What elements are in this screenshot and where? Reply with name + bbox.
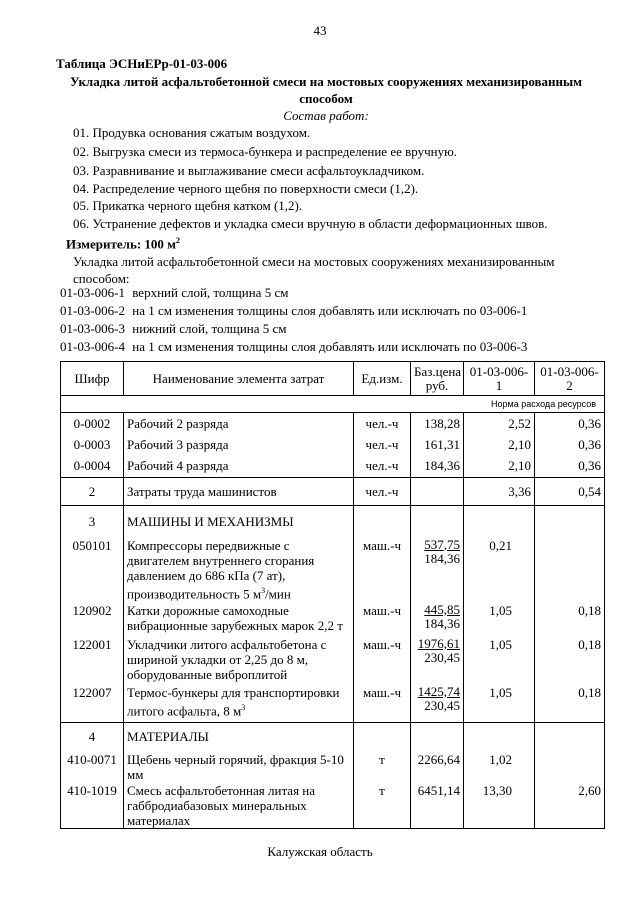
cell-price: 184,36	[411, 454, 464, 478]
work-item-5: 05. Прикатка черного щебня катком (1,2).	[73, 198, 303, 213]
cell-v2	[535, 534, 605, 601]
cell-price	[411, 601, 464, 635]
cell-name	[124, 601, 354, 635]
description-line-1: Укладка литой асфальтобетонной смеси на мостовых сооружениях механизированным	[73, 254, 555, 269]
work-item-1: 01. Продувка основания сжатым воздухом.	[73, 125, 311, 140]
cell-price	[411, 534, 464, 601]
price-top: 537,75	[424, 536, 460, 552]
cell-unit: маш.-ч	[354, 635, 411, 683]
section-row-materials	[61, 723, 605, 749]
price-bottom: 230,45	[424, 649, 460, 665]
cell-v1: 2,10	[464, 454, 535, 478]
cell-price: 161,31	[411, 433, 464, 454]
table-row	[61, 635, 605, 683]
work-item-3: 03. Разравнивание и выглаживание смеси асфальтоукладчиком.	[73, 163, 425, 178]
cell-v2: 0,18	[535, 635, 605, 683]
cell-price	[411, 635, 464, 683]
cell-v1: 2,10	[464, 433, 535, 454]
variant-3	[60, 321, 287, 337]
table-row	[61, 783, 605, 829]
cell-unit: чел.-ч	[354, 413, 411, 433]
cell-name	[124, 683, 354, 723]
cell-v1: 13,30	[464, 783, 535, 829]
cell-code: 2	[61, 478, 124, 506]
price-top: 445,85	[424, 601, 460, 617]
header-unit: Ед.изм.	[354, 362, 411, 396]
table-subtitle	[56, 73, 596, 107]
cell-code: 120902	[61, 601, 124, 635]
table-row	[61, 413, 605, 433]
work-item-4: 04. Распределение черного щебня по поверхности смеси (1,2).	[73, 181, 419, 196]
header-code: Шифр	[61, 362, 124, 396]
cell-price: 6451,14	[411, 783, 464, 829]
meter-text: Измеритель: 100 м	[66, 236, 177, 252]
name-superscript: 3	[241, 702, 246, 712]
cell-code: 050101	[61, 534, 124, 601]
description-line-2: способом:	[73, 271, 130, 286]
cell-v1: 0,21	[464, 534, 535, 601]
cell-v2: 0,36	[535, 454, 605, 478]
cell-v2: 0,54	[535, 478, 605, 506]
cell-price: 138,28	[411, 413, 464, 433]
header-col2: 01-03-006-2	[535, 362, 605, 396]
cell-unit: т	[354, 783, 411, 829]
cell-code: 122007	[61, 683, 124, 723]
subtitle-line-1: Укладка литой асфальтобетонной смеси на мостовых сооружениях механизированным	[69, 74, 583, 89]
cell-v1: 2,52	[464, 413, 535, 433]
price-top: 1976,61	[417, 635, 460, 651]
section-name: МАТЕРИАЛЫ	[124, 723, 354, 749]
cell-unit: чел.-ч	[354, 478, 411, 506]
cell-name	[124, 534, 354, 601]
composition-heading: Состав работ:	[283, 108, 369, 123]
cell-price: 2266,64	[411, 749, 464, 783]
table-row	[61, 683, 605, 723]
table-row	[61, 749, 605, 783]
cell-v2: 0,18	[535, 683, 605, 723]
price-bottom: 184,36	[424, 550, 460, 566]
table-row	[61, 601, 605, 635]
header-price: Баз.цена руб.	[411, 362, 464, 396]
cell-unit: маш.-ч	[354, 683, 411, 723]
section-code: 4	[61, 723, 124, 749]
variant-text: на 1 см изменения толщины слоя добавлять или исключать по 03-006-1	[132, 303, 528, 318]
cell-code: 0-0004	[61, 454, 124, 478]
variant-code: 01-03-006-2	[60, 303, 125, 318]
variant-code: 01-03-006-4	[60, 339, 125, 354]
table-header-row	[61, 362, 605, 396]
name-text: Укладчики литого асфальтобетона с шириной укладки от 2,25 до 8 м, оборудованные виброплитой	[127, 636, 327, 682]
table-row	[61, 433, 605, 454]
variant-text: на 1 см изменения толщины слоя добавлять или исключать по 03-006-3	[132, 339, 528, 354]
page-footer: Калужская область	[267, 844, 373, 859]
name-superscript: 3	[261, 585, 266, 595]
cell-unit: чел.-ч	[354, 433, 411, 454]
cell-v2: 0,36	[535, 413, 605, 433]
cell-v1: 1,05	[464, 683, 535, 723]
price-top: 1425,74	[417, 683, 460, 699]
price-bottom: 184,36	[424, 615, 460, 631]
cell-unit: маш.-ч	[354, 601, 411, 635]
table-code-title: Таблица ЭСНиЕРр-01-03-006	[56, 56, 228, 71]
cell-v2: 2,60	[535, 783, 605, 829]
norm-label: Норма расхода ресурсов	[61, 396, 605, 413]
cell-price	[411, 478, 464, 506]
variant-code: 01-03-006-3	[60, 321, 125, 336]
table-row-driver	[61, 478, 605, 506]
variant-2	[60, 303, 527, 319]
section-row-machines	[61, 506, 605, 534]
section-code: 3	[61, 506, 124, 534]
page-number: 43	[313, 23, 327, 38]
cell-name: Щебень черный горячий, фракция 5-10 мм	[124, 749, 354, 783]
cell-v1: 1,02	[464, 749, 535, 783]
cell-v2	[535, 749, 605, 783]
name-text: Катки дорожные самоходные вибрационные зарубежных марок 2,2 т	[127, 602, 343, 633]
header-col1: 01-03-006-1	[464, 362, 535, 396]
variant-1	[60, 285, 288, 301]
resource-table	[60, 361, 605, 829]
cell-name: Смесь асфальтобетонная литая на габбродиабазовых минеральных материалах	[124, 783, 354, 829]
cell-v2: 0,18	[535, 601, 605, 635]
work-item-6: 06. Устранение дефектов и укладка смеси вручную в области деформационных швов.	[73, 216, 548, 231]
cell-v2: 0,36	[535, 433, 605, 454]
cell-unit: т	[354, 749, 411, 783]
cell-v1: 3,36	[464, 478, 535, 506]
cell-v1: 1,05	[464, 601, 535, 635]
cell-name	[124, 635, 354, 683]
meter-label	[66, 236, 180, 252]
section-name: МАШИНЫ И МЕХАНИЗМЫ	[124, 506, 354, 534]
table-row	[61, 534, 605, 601]
cell-code: 410-1019	[61, 783, 124, 829]
cell-name: Затраты труда машинистов	[124, 478, 354, 506]
work-item-2: 02. Выгрузка смеси из термоса-бункера и распределение ее вручную.	[73, 144, 458, 159]
cell-code: 0-0003	[61, 433, 124, 454]
cell-price	[411, 683, 464, 723]
cell-unit: маш.-ч	[354, 534, 411, 601]
table-row	[61, 454, 605, 478]
cell-code: 410-0071	[61, 749, 124, 783]
description	[73, 253, 593, 287]
name-suffix: /мин	[265, 585, 291, 601]
cell-code: 122001	[61, 635, 124, 683]
cell-unit: чел.-ч	[354, 454, 411, 478]
header-name: Наименование элемента затрат	[124, 362, 354, 396]
name-text: Термос-бункеры для транспортировки литого асфальта, 8 м	[127, 684, 340, 719]
norm-row	[61, 396, 605, 413]
cell-v1: 1,05	[464, 635, 535, 683]
name-text: Компрессоры передвижные с двигателем внутреннего сгорания давлением до 686 кПа (7 ат), производительность 5 м	[127, 537, 315, 601]
variant-code: 01-03-006-1	[60, 285, 125, 300]
price-bottom: 230,45	[424, 697, 460, 713]
variant-text: верхний слой, толщина 5 см	[132, 285, 289, 300]
variant-text: нижний слой, толщина 5 см	[132, 321, 287, 336]
cell-name: Рабочий 4 разряда	[124, 454, 354, 478]
subtitle-line-2: способом	[299, 91, 353, 106]
cell-code: 0-0002	[61, 413, 124, 433]
cell-name: Рабочий 2 разряда	[124, 413, 354, 433]
meter-superscript: 2	[176, 236, 181, 245]
cell-name: Рабочий 3 разряда	[124, 433, 354, 454]
variant-4	[60, 339, 527, 355]
